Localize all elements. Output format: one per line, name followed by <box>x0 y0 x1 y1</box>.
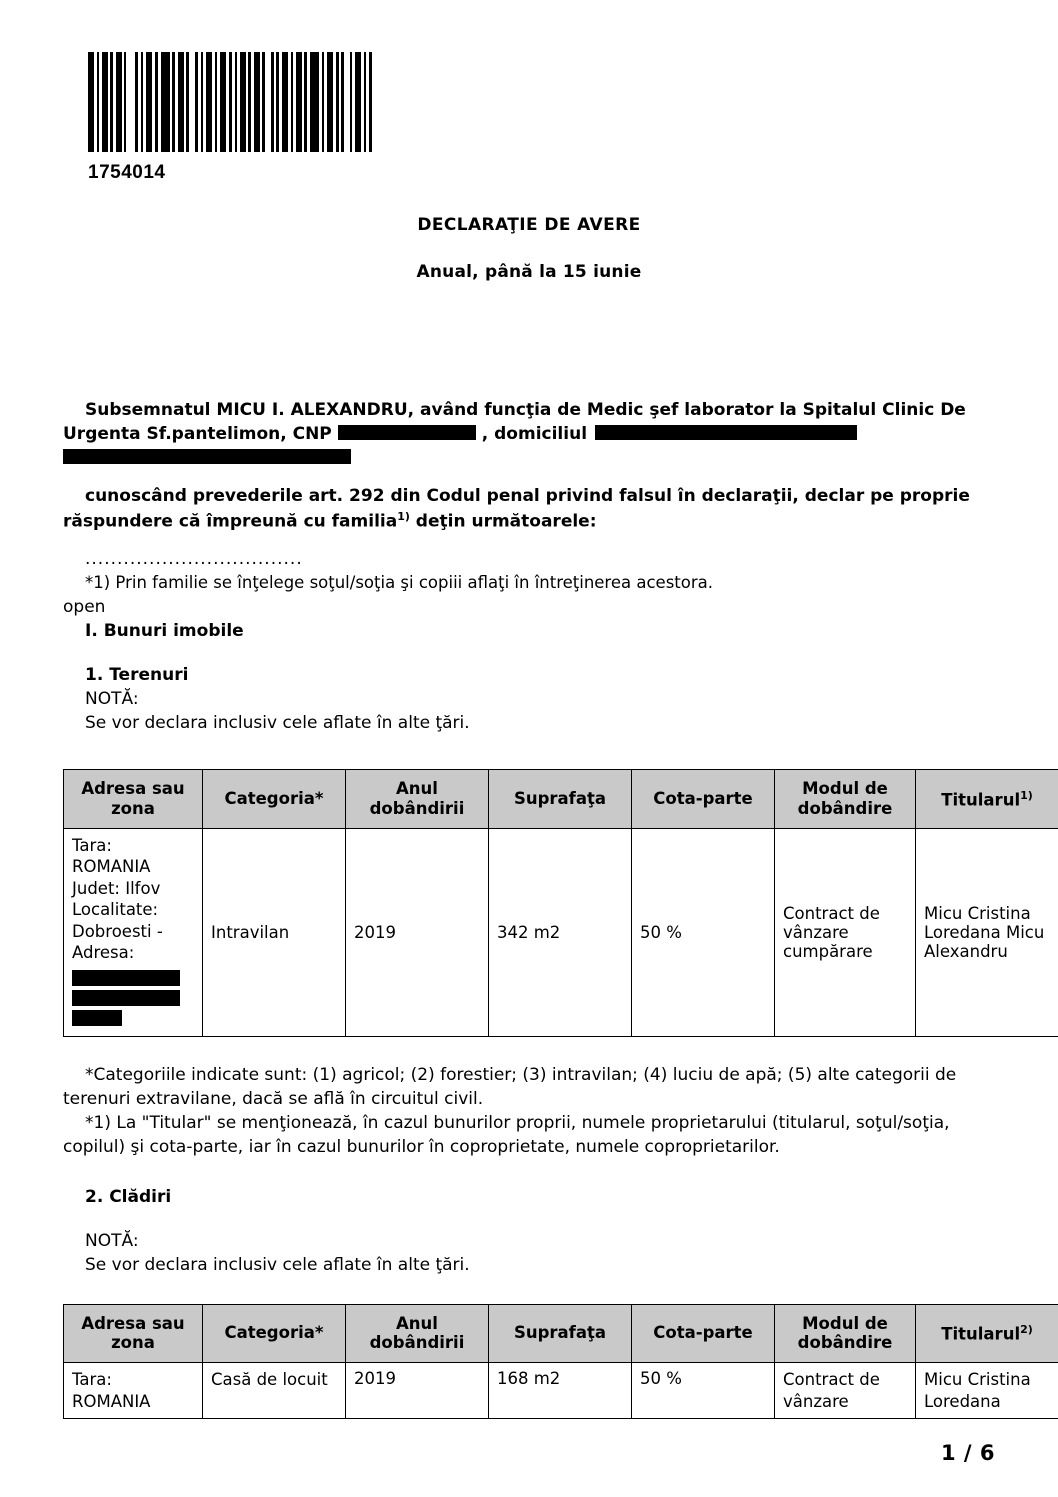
intro-line-2 <box>63 422 995 446</box>
cell-mod-dobandire: Contract de vânzare cumpărare <box>775 829 916 1037</box>
cell-cota: 50 % <box>632 829 775 1037</box>
th-titular-cladiri-sup: 2) <box>1020 1322 1033 1336</box>
th-mod-dobandire-cladiri: Modul de dobândire <box>775 1304 916 1363</box>
th-cota-cladiri: Cota-parte <box>632 1304 775 1363</box>
nota-text-terenuri: Se vor declara inclusiv cele aflate în alte ţări. <box>85 713 470 734</box>
family-footnote: *1) Prin familie se înţelege soţul/soţia şi copiii aflaţi în întreţinerea acestora. <box>85 573 713 593</box>
intro-domiciliu-label: , domiciliul <box>481 424 588 445</box>
document-content <box>63 398 1045 1419</box>
note-categorii-line-1: *Categoriile indicate sunt: (1) agricol; (2) forestier; (3) intravilan; (4) luciu de apă; (5) alte categorii de <box>85 1064 957 1085</box>
table-header-row <box>64 1304 1058 1363</box>
note-titular-line-2: copilul) şi cota-parte, iar în cazul bunurilor în coproprietate, numele coproprietarilor. <box>63 1137 780 1158</box>
th-suprafata: Suprafaţa <box>489 770 632 829</box>
dotted-line: .................................. <box>85 549 303 570</box>
cell-mod-dobandire-cladiri: Contract de vânzare <box>775 1363 916 1419</box>
redaction-domiciliu-1 <box>595 425 857 440</box>
cell-anul-cladiri: 2019 <box>346 1363 489 1419</box>
page-subtitle: Anual, până la 15 iunie <box>416 262 642 282</box>
section-terenuri: 1. Terenuri <box>85 665 189 686</box>
note-categorii-line-2: terenuri extravilane, dacă se află în circuitul civil. <box>63 1088 484 1109</box>
cell-adresa-text: Tara: ROMANIA Judet: Ilfov Localitate: Dobroesti - Adresa: <box>72 836 163 963</box>
cell-adresa <box>64 829 203 1037</box>
th-titular <box>916 770 1058 829</box>
th-titular-label: Titularul <box>941 790 1021 810</box>
open-text: open <box>63 596 106 617</box>
page-title: DECLARAŢIE DE AVERE <box>417 215 641 235</box>
footnote-marker-1: 1) <box>397 509 410 523</box>
th-titular-cladiri <box>916 1304 1058 1363</box>
th-titular-sup: 1) <box>1020 788 1033 802</box>
intro-paragraph-2-line-2 <box>63 509 995 534</box>
cell-categoria: Intravilan <box>203 829 346 1037</box>
intro-paragraph-2-text-a: răspundere că împreună cu familia <box>63 511 398 532</box>
intro-line-1 <box>63 398 995 422</box>
table-terenuri <box>63 769 1058 1036</box>
table-cladiri <box>63 1304 1058 1419</box>
intro-paragraph-2-text-b: deţin următoarele: <box>409 511 597 532</box>
redaction-domiciliu-2 <box>63 449 351 464</box>
barcode-image <box>88 52 378 152</box>
nota-text-cladiri: Se vor declara inclusiv cele aflate în alte ţări. <box>85 1255 470 1276</box>
cell-categoria-cladiri: Casă de locuit <box>203 1363 346 1419</box>
cell-cota-cladiri: 50 % <box>632 1363 775 1419</box>
table-row <box>64 829 1058 1037</box>
th-categoria-cladiri: Categoria* <box>203 1304 346 1363</box>
cell-adresa-cladiri: Tara: ROMANIA <box>64 1363 203 1419</box>
th-categoria: Categoria* <box>203 770 346 829</box>
intro-cnp-label: Urgenta Sf.pantelimon, CNP <box>63 424 332 445</box>
th-mod-dobandire: Modul de dobândire <box>775 770 916 829</box>
redaction-adresa-2 <box>72 990 180 1006</box>
th-anul-cladiri: Anul dobândirii <box>346 1304 489 1363</box>
nota-label-cladiri: NOTĂ: <box>85 1231 139 1252</box>
redaction-adresa-3 <box>72 1010 122 1026</box>
intro-paragraph-2-line-1: cunoscând prevederile art. 292 din Codul penal privind falsul în declaraţii, declar pe proprie <box>85 486 970 507</box>
cell-titular-cladiri: Micu Cristina Loredana <box>916 1363 1058 1419</box>
cell-suprafata: 342 m2 <box>489 829 632 1037</box>
redaction-cnp <box>338 425 476 440</box>
th-suprafata-cladiri: Suprafaţa <box>489 1304 632 1363</box>
redaction-adresa-1 <box>72 970 180 986</box>
th-anul: Anul dobândirii <box>346 770 489 829</box>
th-adresa: Adresa sau zona <box>64 770 203 829</box>
table-row <box>64 1363 1058 1419</box>
nota-label-terenuri: NOTĂ: <box>85 689 139 710</box>
table-header-row <box>64 770 1058 829</box>
section-cladiri: 2. Clădiri <box>85 1187 172 1208</box>
cell-anul: 2019 <box>346 829 489 1037</box>
th-titular-cladiri-label: Titularul <box>941 1324 1021 1344</box>
cell-titular: Micu Cristina Loredana Micu Alexandru <box>916 829 1058 1037</box>
barcode-block <box>88 52 378 184</box>
note-titular-line-1: *1) La "Titular" se menţionează, în cazul bunurilor proprii, numele proprietarului (titularul, soţul/soţia, <box>85 1112 950 1133</box>
intro-line-1-text: Subsemnatul MICU I. ALEXANDRU, având funcţia de Medic şef laborator la Spitalul Clinic De <box>85 400 966 420</box>
cell-suprafata-cladiri: 168 m2 <box>489 1363 632 1419</box>
barcode-number: 1754014 <box>88 162 166 183</box>
intro-line-3 <box>63 446 995 470</box>
th-adresa-cladiri: Adresa sau zona <box>64 1304 203 1363</box>
th-cota: Cota-parte <box>632 770 775 829</box>
page-number: 1 / 6 <box>940 1441 995 1465</box>
section-bunuri-imobile: I. Bunuri imobile <box>85 620 244 641</box>
